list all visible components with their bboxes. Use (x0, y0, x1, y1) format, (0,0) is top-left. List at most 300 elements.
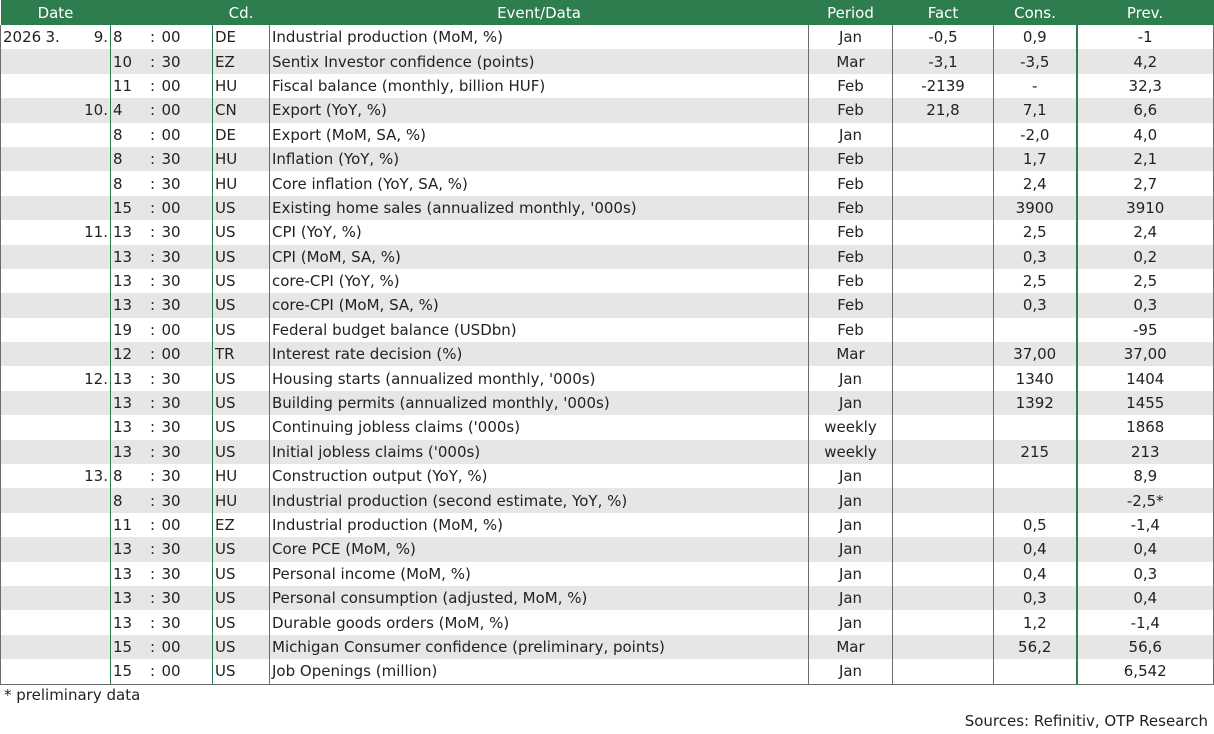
table-row (1, 659, 1214, 684)
time-separator-cell: : (146, 269, 160, 293)
time-minute-cell: 00 (160, 659, 213, 684)
time-minute-cell: 00 (160, 74, 213, 98)
period-cell: Jan (809, 366, 893, 390)
consensus-value-cell: 1392 (994, 391, 1077, 415)
time-hour-cell: 13 (111, 415, 146, 439)
time-minute-cell: 30 (160, 537, 213, 561)
country-code-cell: US (213, 659, 270, 684)
country-code-cell: US (213, 269, 270, 293)
event-name-cell: Sentix Investor confidence (points) (270, 49, 809, 73)
fact-value-cell (893, 269, 994, 293)
time-minute-cell: 30 (160, 440, 213, 464)
date-month-cell (44, 74, 71, 98)
table-row (1, 220, 1214, 244)
event-name-cell: CPI (MoM, SA, %) (270, 245, 809, 269)
table-row (1, 123, 1214, 147)
consensus-value-cell: 56,2 (994, 635, 1077, 659)
date-day-cell: 11. (71, 220, 111, 244)
fact-value-cell (893, 464, 994, 488)
time-hour-cell: 15 (111, 635, 146, 659)
date-year-cell (1, 586, 44, 610)
time-separator-cell: : (146, 610, 160, 634)
previous-value-cell: 6,542 (1077, 659, 1214, 684)
previous-value-cell: -2,5* (1077, 488, 1214, 512)
date-day-cell: 9. (71, 25, 111, 49)
header-time (111, 0, 213, 25)
table-row (1, 245, 1214, 269)
time-separator-cell: : (146, 220, 160, 244)
period-cell: Feb (809, 269, 893, 293)
time-hour-cell: 13 (111, 269, 146, 293)
time-separator-cell: : (146, 49, 160, 73)
date-year-cell (1, 123, 44, 147)
previous-value-cell: 1868 (1077, 415, 1214, 439)
event-name-cell: Interest rate decision (%) (270, 342, 809, 366)
date-year-cell (1, 196, 44, 220)
time-hour-cell: 4 (111, 98, 146, 122)
period-cell: Feb (809, 293, 893, 317)
consensus-value-cell: 7,1 (994, 98, 1077, 122)
fact-value-cell (893, 196, 994, 220)
previous-value-cell: -1,4 (1077, 513, 1214, 537)
date-day-cell (71, 562, 111, 586)
date-month-cell (44, 440, 71, 464)
consensus-value-cell: -3,5 (994, 49, 1077, 73)
time-hour-cell: 13 (111, 586, 146, 610)
period-cell: weekly (809, 415, 893, 439)
date-year-cell (1, 366, 44, 390)
date-month-cell (44, 415, 71, 439)
time-minute-cell: 00 (160, 318, 213, 342)
time-separator-cell: : (146, 123, 160, 147)
date-year-cell (1, 635, 44, 659)
country-code-cell: US (213, 537, 270, 561)
time-minute-cell: 00 (160, 25, 213, 49)
time-hour-cell: 13 (111, 245, 146, 269)
previous-value-cell: 8,9 (1077, 464, 1214, 488)
period-cell: Jan (809, 562, 893, 586)
event-name-cell: Housing starts (annualized monthly, '000s) (270, 366, 809, 390)
fact-value-cell (893, 123, 994, 147)
event-name-cell: Initial jobless claims ('000s) (270, 440, 809, 464)
fact-value-cell (893, 171, 994, 195)
date-day-cell (71, 196, 111, 220)
event-name-cell: core-CPI (YoY, %) (270, 269, 809, 293)
time-hour-cell: 15 (111, 196, 146, 220)
time-hour-cell: 11 (111, 74, 146, 98)
period-cell: Feb (809, 171, 893, 195)
previous-value-cell: -1 (1077, 25, 1214, 49)
period-cell: Feb (809, 318, 893, 342)
fact-value-cell (893, 659, 994, 684)
table-row (1, 98, 1214, 122)
previous-value-cell: -1,4 (1077, 610, 1214, 634)
time-minute-cell: 30 (160, 586, 213, 610)
previous-value-cell: 2,7 (1077, 171, 1214, 195)
previous-value-cell: 213 (1077, 440, 1214, 464)
date-month-cell (44, 391, 71, 415)
country-code-cell: HU (213, 488, 270, 512)
date-day-cell (71, 415, 111, 439)
country-code-cell: US (213, 562, 270, 586)
period-cell: Feb (809, 74, 893, 98)
date-day-cell (71, 513, 111, 537)
date-day-cell (71, 147, 111, 171)
event-name-cell: core-CPI (MoM, SA, %) (270, 293, 809, 317)
previous-value-cell: -95 (1077, 318, 1214, 342)
header-event: Event/Data (270, 0, 809, 25)
period-cell: Jan (809, 513, 893, 537)
date-month-cell (44, 220, 71, 244)
time-separator-cell: : (146, 25, 160, 49)
time-hour-cell: 15 (111, 659, 146, 684)
country-code-cell: HU (213, 74, 270, 98)
consensus-value-cell: 2,5 (994, 220, 1077, 244)
date-year-cell (1, 245, 44, 269)
date-month-cell (44, 49, 71, 73)
date-day-cell (71, 74, 111, 98)
previous-value-cell: 0,2 (1077, 245, 1214, 269)
time-minute-cell: 00 (160, 196, 213, 220)
country-code-cell: US (213, 415, 270, 439)
date-month-cell (44, 464, 71, 488)
time-separator-cell: : (146, 366, 160, 390)
header-period: Period (809, 0, 893, 25)
event-name-cell: Core PCE (MoM, %) (270, 537, 809, 561)
table-row (1, 488, 1214, 512)
time-separator-cell: : (146, 196, 160, 220)
time-minute-cell: 00 (160, 513, 213, 537)
date-month-cell (44, 171, 71, 195)
time-minute-cell: 00 (160, 635, 213, 659)
period-cell: Jan (809, 537, 893, 561)
time-separator-cell: : (146, 415, 160, 439)
consensus-value-cell: 3900 (994, 196, 1077, 220)
consensus-value-cell: 0,9 (994, 25, 1077, 49)
fact-value-cell: -0,5 (893, 25, 994, 49)
country-code-cell: US (213, 610, 270, 634)
time-separator-cell: : (146, 391, 160, 415)
time-minute-cell: 00 (160, 98, 213, 122)
time-hour-cell: 8 (111, 171, 146, 195)
date-year-cell (1, 220, 44, 244)
period-cell: Jan (809, 391, 893, 415)
consensus-value-cell: 215 (994, 440, 1077, 464)
date-month-cell (44, 586, 71, 610)
time-hour-cell: 8 (111, 123, 146, 147)
date-year-cell (1, 562, 44, 586)
date-day-cell (71, 269, 111, 293)
header-date: Date (1, 0, 111, 25)
event-name-cell: Building permits (annualized monthly, '000s) (270, 391, 809, 415)
period-cell: Feb (809, 98, 893, 122)
time-hour-cell: 19 (111, 318, 146, 342)
event-name-cell: Export (MoM, SA, %) (270, 123, 809, 147)
event-name-cell: Export (YoY, %) (270, 98, 809, 122)
date-month-cell (44, 269, 71, 293)
time-separator-cell: : (146, 488, 160, 512)
time-hour-cell: 8 (111, 147, 146, 171)
time-hour-cell: 10 (111, 49, 146, 73)
time-minute-cell: 30 (160, 147, 213, 171)
time-minute-cell: 30 (160, 562, 213, 586)
time-separator-cell: : (146, 440, 160, 464)
time-hour-cell: 13 (111, 562, 146, 586)
time-hour-cell: 13 (111, 391, 146, 415)
period-cell: Jan (809, 123, 893, 147)
footnote: * preliminary data (4, 686, 141, 704)
header-row (1, 0, 1214, 25)
table-row (1, 415, 1214, 439)
date-month-cell (44, 147, 71, 171)
date-day-cell (71, 659, 111, 684)
previous-value-cell: 4,2 (1077, 49, 1214, 73)
period-cell: Mar (809, 635, 893, 659)
date-day-cell (71, 171, 111, 195)
country-code-cell: US (213, 220, 270, 244)
time-hour-cell: 13 (111, 610, 146, 634)
date-month-cell (44, 318, 71, 342)
table-row (1, 464, 1214, 488)
time-hour-cell: 13 (111, 220, 146, 244)
time-separator-cell: : (146, 74, 160, 98)
event-name-cell: Core inflation (YoY, SA, %) (270, 171, 809, 195)
country-code-cell: EZ (213, 49, 270, 73)
previous-value-cell: 0,4 (1077, 586, 1214, 610)
header-fact: Fact (893, 0, 994, 25)
table-row (1, 74, 1214, 98)
date-month-cell (44, 366, 71, 390)
period-cell: Jan (809, 610, 893, 634)
fact-value-cell (893, 366, 994, 390)
period-cell: Mar (809, 342, 893, 366)
time-hour-cell: 13 (111, 440, 146, 464)
country-code-cell: TR (213, 342, 270, 366)
date-year-cell (1, 98, 44, 122)
time-separator-cell: : (146, 245, 160, 269)
fact-value-cell (893, 415, 994, 439)
country-code-cell: HU (213, 147, 270, 171)
table-row (1, 537, 1214, 561)
consensus-value-cell (994, 464, 1077, 488)
date-year-cell (1, 147, 44, 171)
country-code-cell: US (213, 635, 270, 659)
date-day-cell (71, 488, 111, 512)
time-minute-cell: 30 (160, 245, 213, 269)
time-separator-cell: : (146, 513, 160, 537)
period-cell: Feb (809, 245, 893, 269)
consensus-value-cell (994, 318, 1077, 342)
date-month-cell (44, 245, 71, 269)
country-code-cell: CN (213, 98, 270, 122)
country-code-cell: US (213, 318, 270, 342)
table-row (1, 635, 1214, 659)
time-minute-cell: 30 (160, 220, 213, 244)
date-month-cell (44, 196, 71, 220)
previous-value-cell: 1404 (1077, 366, 1214, 390)
fact-value-cell (893, 610, 994, 634)
time-minute-cell: 30 (160, 171, 213, 195)
table-row (1, 293, 1214, 317)
consensus-value-cell (994, 415, 1077, 439)
fact-value-cell (893, 245, 994, 269)
fact-value-cell (893, 537, 994, 561)
time-hour-cell: 12 (111, 342, 146, 366)
time-separator-cell: : (146, 562, 160, 586)
fact-value-cell (893, 440, 994, 464)
previous-value-cell: 2,1 (1077, 147, 1214, 171)
time-separator-cell: : (146, 586, 160, 610)
event-name-cell: Continuing jobless claims ('000s) (270, 415, 809, 439)
fact-value-cell (893, 318, 994, 342)
time-separator-cell: : (146, 464, 160, 488)
previous-value-cell: 0,4 (1077, 537, 1214, 561)
previous-value-cell: 37,00 (1077, 342, 1214, 366)
table-row (1, 366, 1214, 390)
table-row (1, 342, 1214, 366)
time-minute-cell: 30 (160, 464, 213, 488)
source-note: Sources: Refinitiv, OTP Research (964, 712, 1208, 730)
fact-value-cell (893, 220, 994, 244)
date-year-cell (1, 391, 44, 415)
consensus-value-cell: - (994, 74, 1077, 98)
previous-value-cell: 32,3 (1077, 74, 1214, 98)
table-row (1, 25, 1214, 49)
time-minute-cell: 30 (160, 610, 213, 634)
time-minute-cell: 30 (160, 49, 213, 73)
date-day-cell (71, 293, 111, 317)
header-cons: Cons. (994, 0, 1077, 25)
fact-value-cell (893, 488, 994, 512)
consensus-value-cell: 37,00 (994, 342, 1077, 366)
time-hour-cell: 13 (111, 293, 146, 317)
date-month-cell (44, 562, 71, 586)
country-code-cell: US (213, 196, 270, 220)
fact-value-cell: -3,1 (893, 49, 994, 73)
date-year-cell (1, 171, 44, 195)
previous-value-cell: 6,6 (1077, 98, 1214, 122)
table-row (1, 562, 1214, 586)
event-name-cell: Construction output (YoY, %) (270, 464, 809, 488)
event-name-cell: Existing home sales (annualized monthly, '000s) (270, 196, 809, 220)
event-name-cell: Durable goods orders (MoM, %) (270, 610, 809, 634)
table-row (1, 586, 1214, 610)
period-cell: Feb (809, 220, 893, 244)
time-separator-cell: : (146, 318, 160, 342)
period-cell: Jan (809, 488, 893, 512)
date-year-cell (1, 318, 44, 342)
date-month-cell (44, 488, 71, 512)
calendar-body (1, 25, 1214, 684)
date-year-cell (1, 610, 44, 634)
consensus-value-cell: 0,3 (994, 293, 1077, 317)
table-row (1, 147, 1214, 171)
previous-value-cell: 1455 (1077, 391, 1214, 415)
date-year-cell (1, 537, 44, 561)
date-year-cell (1, 659, 44, 684)
time-separator-cell: : (146, 171, 160, 195)
country-code-cell: US (213, 245, 270, 269)
time-hour-cell: 8 (111, 488, 146, 512)
fact-value-cell (893, 391, 994, 415)
consensus-value-cell: 1,7 (994, 147, 1077, 171)
country-code-cell: US (213, 586, 270, 610)
consensus-value-cell: 0,3 (994, 245, 1077, 269)
fact-value-cell (893, 635, 994, 659)
date-day-cell: 10. (71, 98, 111, 122)
time-minute-cell: 30 (160, 293, 213, 317)
previous-value-cell: 0,3 (1077, 293, 1214, 317)
time-hour-cell: 8 (111, 464, 146, 488)
date-day-cell: 12. (71, 366, 111, 390)
time-separator-cell: : (146, 147, 160, 171)
date-day-cell (71, 440, 111, 464)
country-code-cell: DE (213, 25, 270, 49)
date-month-cell (44, 293, 71, 317)
date-year-cell (1, 342, 44, 366)
date-day-cell (71, 610, 111, 634)
date-month-cell (44, 513, 71, 537)
country-code-cell: US (213, 366, 270, 390)
date-day-cell (71, 537, 111, 561)
event-name-cell: Inflation (YoY, %) (270, 147, 809, 171)
consensus-value-cell: 1,2 (994, 610, 1077, 634)
date-day-cell (71, 391, 111, 415)
country-code-cell: HU (213, 464, 270, 488)
date-year-cell (1, 49, 44, 73)
fact-value-cell (893, 586, 994, 610)
consensus-value-cell (994, 659, 1077, 684)
time-hour-cell: 13 (111, 537, 146, 561)
date-year-cell (1, 74, 44, 98)
country-code-cell: US (213, 391, 270, 415)
fact-value-cell: -2139 (893, 74, 994, 98)
date-year-cell (1, 269, 44, 293)
period-cell: weekly (809, 440, 893, 464)
time-separator-cell: : (146, 635, 160, 659)
event-name-cell: Industrial production (MoM, %) (270, 513, 809, 537)
table-row (1, 391, 1214, 415)
previous-value-cell: 0,3 (1077, 562, 1214, 586)
table-row (1, 196, 1214, 220)
table-row (1, 171, 1214, 195)
period-cell: Mar (809, 49, 893, 73)
period-cell: Feb (809, 147, 893, 171)
date-year-cell (1, 293, 44, 317)
time-minute-cell: 30 (160, 366, 213, 390)
date-year-cell: 2026 (1, 25, 44, 49)
time-minute-cell: 00 (160, 342, 213, 366)
event-name-cell: Personal consumption (adjusted, MoM, %) (270, 586, 809, 610)
time-minute-cell: 30 (160, 488, 213, 512)
fact-value-cell (893, 342, 994, 366)
event-name-cell: Industrial production (second estimate, YoY, %) (270, 488, 809, 512)
event-name-cell: Job Openings (million) (270, 659, 809, 684)
table-row (1, 610, 1214, 634)
fact-value-cell (893, 147, 994, 171)
header-prev: Prev. (1077, 0, 1214, 25)
consensus-value-cell: 0,4 (994, 537, 1077, 561)
table-row (1, 49, 1214, 73)
time-separator-cell: : (146, 293, 160, 317)
event-name-cell: Michigan Consumer confidence (preliminary, points) (270, 635, 809, 659)
date-year-cell (1, 440, 44, 464)
date-month-cell (44, 610, 71, 634)
date-year-cell (1, 488, 44, 512)
country-code-cell: HU (213, 171, 270, 195)
consensus-value-cell: 0,5 (994, 513, 1077, 537)
date-day-cell (71, 586, 111, 610)
